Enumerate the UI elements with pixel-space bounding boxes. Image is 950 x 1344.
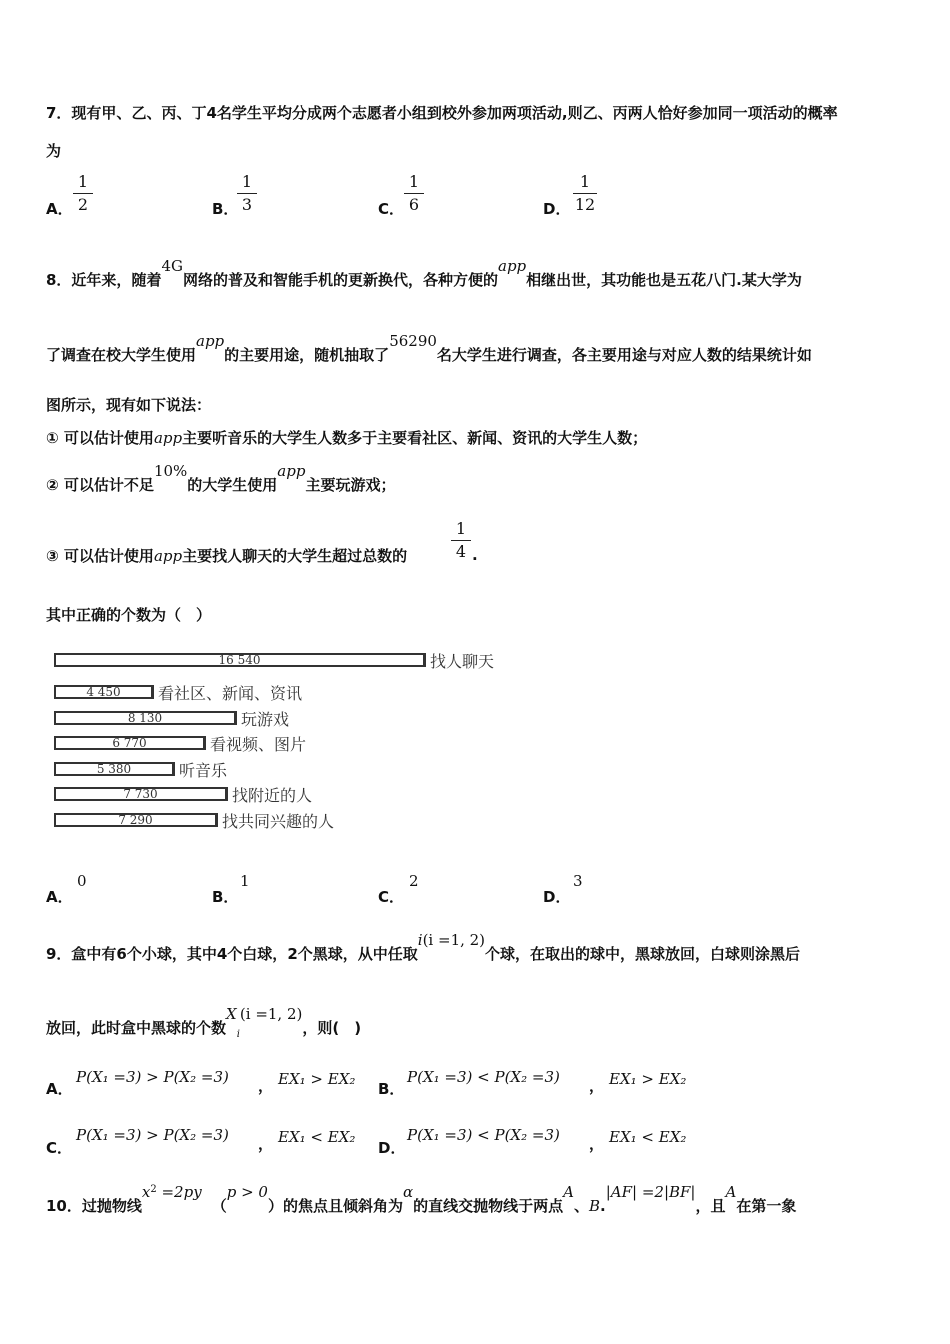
q7-stem-end: 为 [46,142,62,160]
option-label: B． [378,1080,405,1098]
fraction-one-quarter: 1 4 [451,520,471,561]
chart-category-label: 找共同兴趣的人 [222,812,335,831]
option-value: 0 [77,872,87,890]
separator: ， [589,1135,605,1153]
option-label: D． [378,1139,406,1157]
fraction: 1 6 [404,173,424,214]
chart-category-label: 看社区、新闻、资讯 [158,684,303,703]
q8-statement-1: ① 可以估计使用app主要听音乐的大学生人数多于主要看社区、新闻、资讯的大学生人数； [46,429,648,447]
chart-bar-value-label: 16 540 [218,653,261,667]
option-label: A． [46,200,73,218]
q8-statement-3: ③ 可以估计使用app主要找人聊天的大学生超过总数的 [46,547,408,565]
q9-stem-line1: 9．盒中有6个小球，其中4个白球，2个黑球，从中任取i(i =1, 2)个球，在取出的球中，黑球放回，白球则涂黑后 [46,931,801,963]
chart-bar-value-label: 7 290 [118,813,153,827]
chart-bar-value-label: 6 770 [112,736,147,750]
chart-bar-value-label: 7 730 [123,787,158,801]
fraction: 1 12 [574,172,596,214]
option-label: A． [46,888,73,906]
chart-bar [54,685,154,699]
chart-bar [54,787,228,801]
chart-bar [54,653,426,667]
q8-stem-line1: 8．近年来，随着4G网络的普及和智能手机的更新换代，各种方便的app相继出世，其功能也是五花八门.某大学为 [46,257,802,289]
separator: ， [258,1135,274,1153]
option-label: B． [212,888,239,906]
option-expr: P(X₁ =3) < P(X₂ =3) [407,1068,560,1086]
option-expr: P(X₁ =3) > P(X₂ =3) [76,1126,229,1144]
q8-question: 其中正确的个数为（ ） [46,606,212,624]
option-label: C． [378,200,405,218]
chart-category-label: 玩游戏 [241,710,290,729]
option-label: D． [543,888,571,906]
fraction: 1 3 [237,173,257,214]
chart-bar-value-label: 4 450 [86,685,121,699]
option-expr: P(X₁ =3) < P(X₂ =3) [407,1126,560,1144]
chart-bar-value-label: 8 130 [127,711,163,725]
option-expr: P(X₁ =3) > P(X₂ =3) [76,1068,229,1086]
option-value: 2 [409,872,419,890]
option-label: A． [46,1080,73,1098]
q10-stem: 10．过抛物线$x^2 =2py(p > 0)$的焦点且倾斜角为α的直线交抛物线于两点A、B.|AF| =2|BF|，且A在第一象 [46,1183,797,1215]
option-expr2: EX₁ < EX₂ [609,1128,687,1146]
chart-bar [54,711,237,725]
option-expr2: EX₁ > EX₂ [278,1070,356,1088]
chart-bar [54,813,218,827]
chart-category-label: 看视频、图片 [210,735,307,754]
chart-category-label: 听音乐 [179,761,228,780]
q7-stem: 7．现有甲、乙、丙、丁4名学生平均分成两个志愿者小组到校外参加两项活动,则乙、丙两人恰好参加同一项活动的概率 [46,104,838,122]
option-label: D． [543,200,571,218]
q9-stem-line2: 放回，此时盒中黑球的个数$X_i(i =1$, 2)，则( ) [46,1005,362,1040]
chart-category-label: 找人聊天 [430,652,495,671]
separator: ， [258,1077,274,1095]
option-expr2: EX₁ < EX₂ [278,1128,356,1146]
q8-statement-2: ② 可以估计不足10%的大学生使用app主要玩游戏； [46,462,396,494]
q8-stem-line2: 了调查在校大学生使用app的主要用途，随机抽取了56290名大学生进行调查，各主要用途与对应人数的结果统计如 [46,332,812,364]
chart-bar [54,762,175,776]
chart-bar-value-label: 5 380 [96,762,132,776]
option-expr2: EX₁ > EX₂ [609,1070,687,1088]
option-label: C． [46,1139,73,1157]
option-label: B． [212,200,239,218]
fraction: 1 2 [73,173,93,214]
option-value: 1 [240,872,250,890]
option-label: C． [378,888,405,906]
chart-bar [54,736,206,750]
chart-category-label: 找附近的人 [232,786,313,805]
separator: ， [589,1077,605,1095]
q8-stem-line3: 图所示，现有如下说法： [46,396,212,414]
option-value: 3 [573,872,583,890]
usage-bar-chart [50,645,520,845]
period: . [472,546,478,564]
